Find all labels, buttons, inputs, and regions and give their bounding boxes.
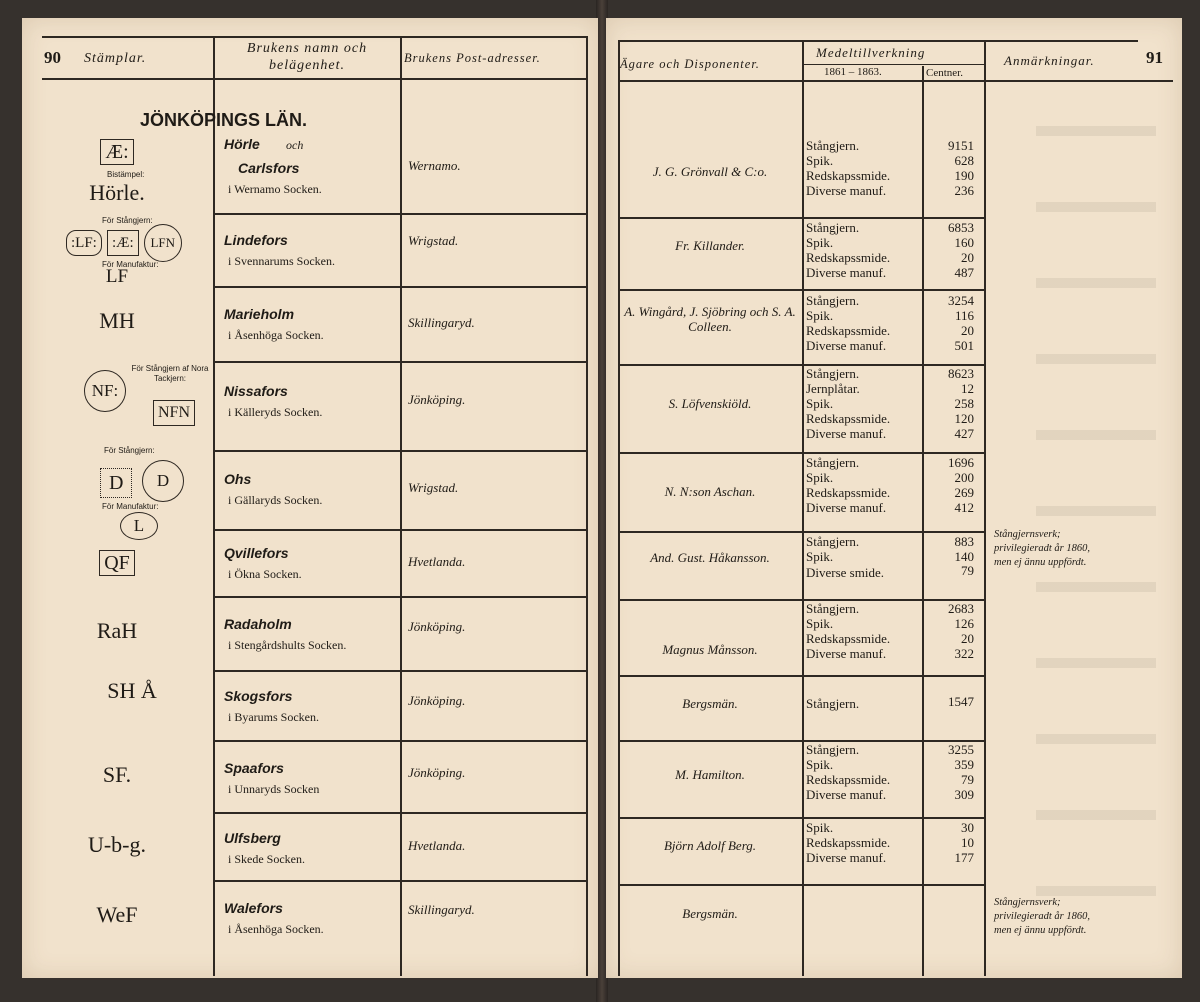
stamp-circle: D bbox=[142, 460, 184, 502]
post-address: Wrigstad. bbox=[408, 233, 459, 248]
column-divider bbox=[586, 36, 588, 976]
row-rule bbox=[618, 452, 984, 454]
stamp-note: För Stångjern: bbox=[104, 446, 155, 455]
product: Diverse smide. bbox=[806, 565, 884, 580]
amount: 20 bbox=[961, 631, 974, 646]
amount: 126 bbox=[954, 616, 974, 631]
row-rule bbox=[213, 880, 586, 882]
amount: 487 bbox=[954, 265, 974, 280]
owner: Magnus Månsson. bbox=[662, 642, 758, 657]
header-stamps: Stämplar. bbox=[84, 51, 147, 66]
parish: i Byarums Socken. bbox=[228, 710, 319, 724]
works-name: Ulfsberg bbox=[224, 830, 281, 846]
amount: 1696 bbox=[948, 455, 974, 470]
product: Spik. bbox=[806, 549, 834, 564]
amount: 359 bbox=[954, 757, 974, 772]
row-rule bbox=[618, 217, 984, 219]
product: Spik. bbox=[806, 235, 834, 250]
stamp-box: QF bbox=[99, 550, 135, 576]
amount: 236 bbox=[954, 183, 974, 198]
row-rule bbox=[213, 596, 586, 598]
owner: Bergsmän. bbox=[682, 906, 738, 921]
subheader-rule bbox=[802, 64, 984, 65]
header-post: Brukens Post-adresser. bbox=[404, 51, 541, 65]
amount: 12 bbox=[961, 381, 974, 396]
amount: 501 bbox=[954, 338, 974, 353]
amount: 427 bbox=[954, 426, 974, 441]
remark: Stångjernsverk; privilegieradt år 1860, men ej ännu uppfördt. bbox=[994, 897, 1090, 936]
header-remarks: Anmärkningar. bbox=[1004, 53, 1095, 68]
works-name: Walefors bbox=[224, 900, 283, 916]
product: Stångjern. bbox=[806, 138, 860, 153]
row-rule bbox=[618, 884, 984, 886]
amount: 200 bbox=[954, 470, 974, 485]
works-name: Skogsfors bbox=[224, 688, 293, 704]
column-divider bbox=[618, 40, 620, 976]
stamp-mark: WeF bbox=[96, 902, 138, 927]
stamp-note: För Manufaktur: bbox=[102, 260, 159, 269]
stamp-box: NFN bbox=[153, 400, 195, 426]
left-page bbox=[22, 18, 598, 978]
stamp-note: För Manufaktur: bbox=[102, 502, 159, 511]
parish: i Skede Socken. bbox=[228, 852, 305, 866]
parish: i Svennarums Socken. bbox=[228, 254, 335, 268]
amount: 1547 bbox=[948, 694, 974, 709]
amount: 120 bbox=[954, 411, 974, 426]
product: Stångjern. bbox=[806, 696, 860, 711]
bleed-through-text bbox=[1036, 88, 1156, 908]
product: Stångjern. bbox=[806, 220, 860, 235]
stamp-note: Bistämpel: bbox=[107, 170, 145, 179]
header-years: 1861 – 1863. bbox=[824, 66, 882, 78]
amount: 177 bbox=[954, 850, 974, 865]
header-owners: Ägare och Disponenter. bbox=[620, 57, 760, 71]
stamp-mark: Hörle. bbox=[89, 180, 145, 205]
works-name-suffix: och bbox=[286, 138, 304, 152]
product: Spik. bbox=[806, 470, 834, 485]
header-works-name: Brukens namn och belägenhet. bbox=[246, 41, 368, 73]
column-divider bbox=[400, 36, 402, 976]
owner: Fr. Killander. bbox=[675, 238, 745, 253]
post-address: Jönköping. bbox=[408, 619, 466, 634]
product: Diverse manuf. bbox=[806, 183, 887, 198]
post-address: Jönköping. bbox=[408, 693, 466, 708]
works-name-second: Carlsfors bbox=[238, 160, 300, 176]
parish: i Ökna Socken. bbox=[228, 567, 302, 581]
page-number-right: 91 bbox=[1146, 48, 1163, 67]
amount: 258 bbox=[954, 396, 974, 411]
amount: 30 bbox=[961, 820, 974, 835]
parish: i Åsenhöga Socken. bbox=[228, 922, 324, 936]
post-address: Jönköping. bbox=[408, 765, 466, 780]
parish: i Unnaryds Socken bbox=[228, 782, 320, 796]
row-rule bbox=[618, 531, 984, 533]
product: Redskapssmide. bbox=[806, 168, 891, 183]
works-name: Marieholm bbox=[224, 306, 295, 322]
row-rule bbox=[213, 670, 586, 672]
parish: i Stengårdshults Socken. bbox=[228, 638, 347, 652]
stamp-box: Æ: bbox=[100, 139, 133, 165]
product: Stångjern. bbox=[806, 366, 860, 381]
owner: Björn Adolf Berg. bbox=[663, 838, 757, 853]
header-production: Medeltillverkning bbox=[816, 45, 926, 60]
post-address: Skillingaryd. bbox=[408, 902, 475, 917]
column-divider bbox=[802, 40, 804, 976]
header-top-rule bbox=[42, 36, 586, 38]
stamp-mark: LF bbox=[105, 266, 129, 287]
product: Redskapssmide. bbox=[806, 411, 891, 426]
stamp-box: :Æ: bbox=[107, 230, 139, 256]
owner: S. Löfvenskiöld. bbox=[668, 396, 752, 411]
amount: 3254 bbox=[948, 293, 974, 308]
stamp-box: :LF: bbox=[66, 230, 102, 256]
column-divider bbox=[213, 36, 215, 976]
amount: 9151 bbox=[948, 138, 974, 153]
product: Diverse manuf. bbox=[806, 646, 887, 661]
post-address: Skillingaryd. bbox=[408, 315, 475, 330]
works-name: Lindefors bbox=[224, 232, 288, 248]
region-title: JÖNKÖPINGS LÄN. bbox=[140, 110, 308, 130]
row-rule bbox=[213, 361, 586, 363]
post-address: Hvetlanda. bbox=[408, 838, 466, 853]
product: Stångjern. bbox=[806, 601, 860, 616]
owner: N. N:son Aschan. bbox=[664, 484, 756, 499]
column-divider bbox=[984, 40, 986, 976]
amount: 160 bbox=[954, 235, 974, 250]
product: Spik. bbox=[806, 308, 834, 323]
owner: A. Wingård, J. Sjöbring och S. A. Colleen. bbox=[624, 304, 796, 334]
amount: 412 bbox=[954, 500, 974, 515]
header-unit: Centner. bbox=[926, 67, 963, 79]
product: Diverse manuf. bbox=[806, 850, 887, 865]
row-rule bbox=[213, 286, 586, 288]
parish: i Gällaryds Socken. bbox=[228, 493, 323, 507]
product: Spik. bbox=[806, 820, 834, 835]
header-bottom-rule bbox=[42, 78, 586, 80]
works-name: Hörle bbox=[224, 136, 260, 152]
stamp-circle: NF: bbox=[84, 370, 126, 412]
stamp-note: För Stångjern af Nora Tackjern: bbox=[131, 364, 209, 383]
amount: 116 bbox=[954, 308, 974, 323]
amount: 2683 bbox=[948, 601, 974, 616]
amount: 322 bbox=[954, 646, 974, 661]
amount: 20 bbox=[961, 323, 974, 338]
works-name: Nissafors bbox=[224, 383, 288, 399]
stamp-box: D bbox=[100, 468, 132, 498]
product: Diverse manuf. bbox=[806, 265, 887, 280]
row-rule bbox=[213, 812, 586, 814]
product: Redskapssmide. bbox=[806, 323, 891, 338]
product: Stångjern. bbox=[806, 293, 860, 308]
owner: M. Hamilton. bbox=[675, 767, 745, 782]
works-name: Ohs bbox=[224, 471, 252, 487]
amount: 10 bbox=[961, 835, 974, 850]
post-address: Wrigstad. bbox=[408, 480, 459, 495]
product: Redskapssmide. bbox=[806, 835, 891, 850]
stamp-mark: SH Å bbox=[107, 678, 157, 703]
amount: 79 bbox=[961, 563, 974, 578]
owner: J. G. Grönvall & C:o. bbox=[652, 164, 768, 179]
product: Diverse manuf. bbox=[806, 500, 887, 515]
product: Spik. bbox=[806, 396, 834, 411]
amount: 3255 bbox=[948, 742, 974, 757]
amount: 79 bbox=[961, 772, 974, 787]
product: Jernplåtar. bbox=[806, 381, 860, 396]
amount: 140 bbox=[954, 549, 974, 564]
parish: i Wernamo Socken. bbox=[228, 182, 322, 196]
owner: Bergsmän. bbox=[682, 696, 738, 711]
amount: 8623 bbox=[948, 366, 974, 381]
row-rule bbox=[213, 529, 586, 531]
row-rule bbox=[213, 213, 586, 215]
amount: 6853 bbox=[948, 220, 974, 235]
amount: 628 bbox=[954, 153, 974, 168]
stamp-circle: LFN bbox=[144, 224, 182, 262]
remark: Stångjernsverk; privilegieradt år 1860, men ej ännu uppfördt. bbox=[994, 529, 1090, 568]
product: Diverse manuf. bbox=[806, 338, 887, 353]
amount: 269 bbox=[954, 485, 974, 500]
stamp-mark: MH bbox=[99, 308, 135, 333]
row-rule bbox=[618, 289, 984, 291]
amount: 883 bbox=[954, 534, 974, 549]
works-name: Qvillefors bbox=[224, 545, 289, 561]
stamp-mark: SF. bbox=[102, 762, 132, 787]
product: Redskapssmide. bbox=[806, 485, 891, 500]
product: Redskapssmide. bbox=[806, 631, 891, 646]
page-number-left: 90 bbox=[44, 48, 61, 67]
amount: 309 bbox=[954, 787, 974, 802]
stamp-circle: L bbox=[120, 512, 158, 540]
row-rule bbox=[618, 675, 984, 677]
works-name: Radaholm bbox=[224, 616, 292, 632]
row-rule bbox=[213, 740, 586, 742]
product: Spik. bbox=[806, 153, 834, 168]
product: Stångjern. bbox=[806, 455, 860, 470]
row-rule bbox=[618, 817, 984, 819]
product: Spik. bbox=[806, 616, 834, 631]
post-address: Hvetlanda. bbox=[408, 554, 466, 569]
product: Spik. bbox=[806, 757, 834, 772]
product: Redskapssmide. bbox=[806, 772, 891, 787]
product: Diverse manuf. bbox=[806, 787, 887, 802]
row-rule bbox=[213, 450, 586, 452]
stamp-note: För Stångjern: bbox=[102, 216, 153, 225]
amount: 190 bbox=[954, 168, 974, 183]
product: Redskapssmide. bbox=[806, 250, 891, 265]
post-address: Jönköping. bbox=[408, 392, 466, 407]
header-top-rule bbox=[618, 40, 1138, 42]
product: Diverse manuf. bbox=[806, 426, 887, 441]
right-page bbox=[606, 18, 1182, 978]
owner: And. Gust. Håkansson. bbox=[650, 550, 770, 565]
parish: i Källeryds Socken. bbox=[228, 405, 323, 419]
header-bottom-rule bbox=[618, 80, 1173, 82]
stamp-mark: RaH bbox=[96, 618, 138, 643]
parish: i Åsenhöga Socken. bbox=[228, 328, 324, 342]
amount: 20 bbox=[961, 250, 974, 265]
stamp-mark: U-b-g. bbox=[87, 832, 147, 857]
works-name: Spaafors bbox=[224, 760, 284, 776]
product: Stångjern. bbox=[806, 742, 860, 757]
post-address: Wernamo. bbox=[408, 158, 461, 173]
product: Stångjern. bbox=[806, 534, 860, 549]
